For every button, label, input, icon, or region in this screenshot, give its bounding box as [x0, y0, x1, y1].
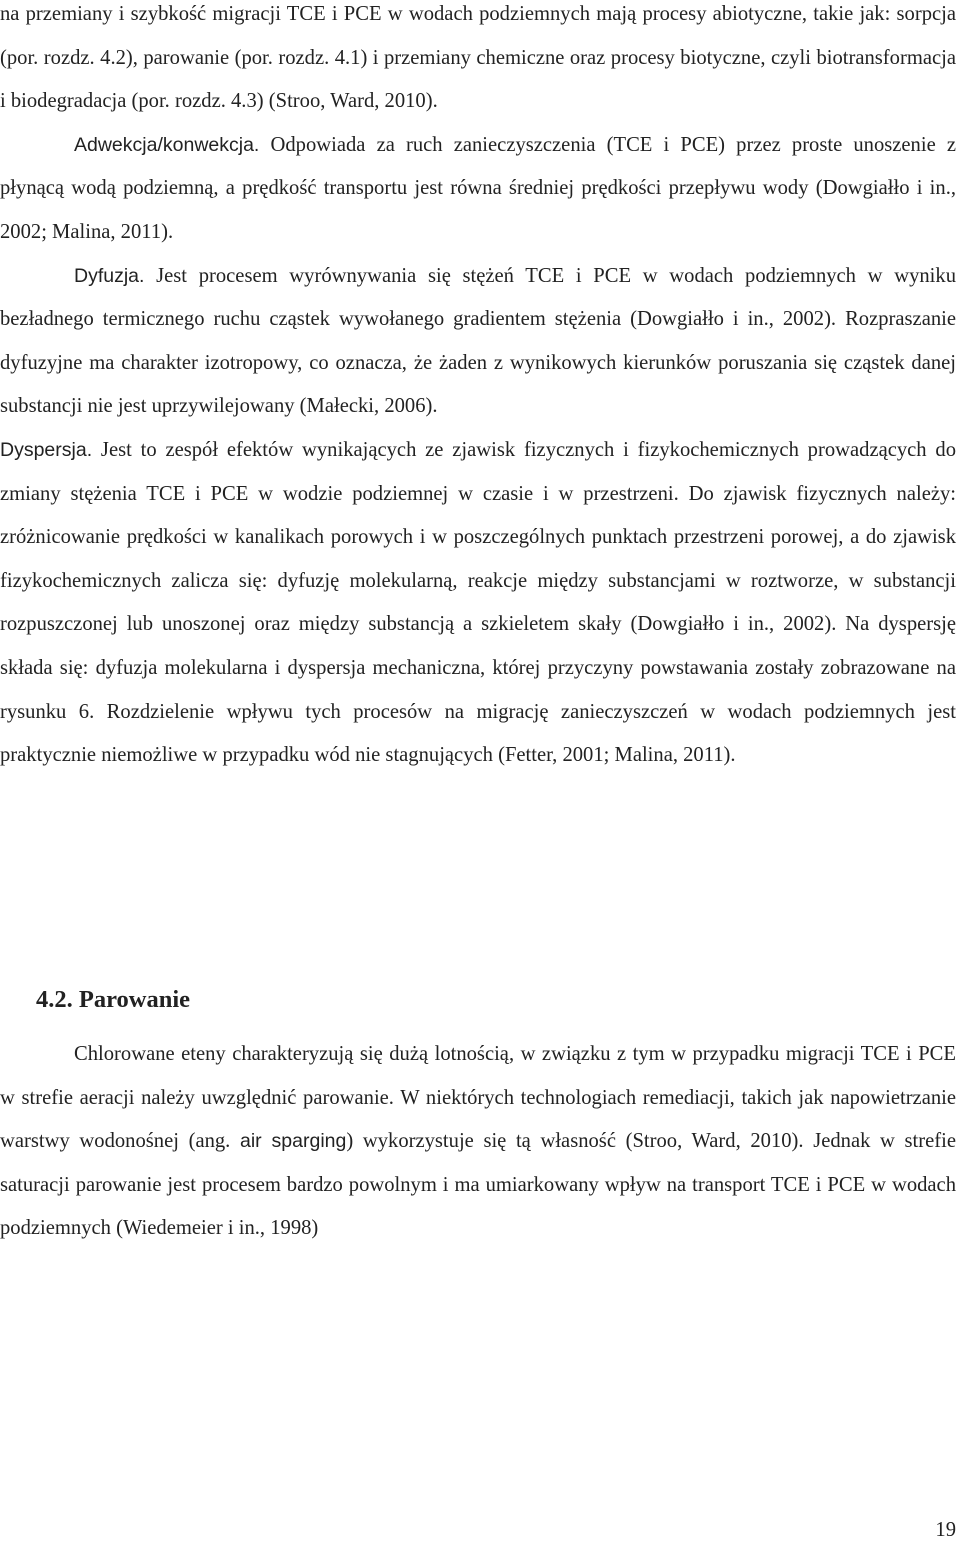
page-number: 19: [935, 1519, 956, 1541]
evaporation-paragraph: [0, 1033, 956, 1251]
diffusion-paragraph: [0, 255, 956, 429]
advection-text: Odpowiada za ruch zanieczyszczenia (TCE i PCE) przez proste unoszenie z płynącą wodą podziemną, a prędkość transportu jest równa średniej prędkości przepływu wody (Dowgiałło i in., 2002; Malina, 2011).: [0, 133, 956, 243]
dispersion-text: Jest to zespół efektów wynikających ze zjawisk fizycznych i fizykochemicznych prowadzących do zmiany stężenia TCE i PCE w wodzie podziemnej w czasie i w przestrzeni. Do zjawisk fizycznych należy: zróżnicowanie prędkości w kanalikach porowych i w poszczególnych punktach przestrzeni porowej, a do zjawisk fizykochemicznych zalicza się: dyfuzję molekularną, reakcje między substancjami w roztworze, w substancji rozpuszczonej lub unoszonej oraz między substancją a szkieletem skały (Dowgiałło i in., 2002). Na dyspersję składa się: dyfuzja molekularna i dyspersja mechaniczna, której przyczyny powstawania zostały zobrazowane na rysunku 6. Rozdzielenie wpływu tych procesów na migrację zanieczyszczeń w wodach podziemnych jest praktycznie niemożliwe w przypadku wód nie stagnujących (Fetter, 2001; Malina, 2011).: [0, 438, 956, 767]
advection-paragraph: [0, 124, 956, 255]
evaporation-text-after: ) wykorzystuje się tą własność (Stroo, Ward, 2010). Jednak w strefie saturacji parowanie jest procesem bardzo powolnym i ma umiarkowany wpływ na transport TCE i PCE w wodach podziemnych (Wiedemeier i in., 1998): [0, 1130, 956, 1240]
diffusion-term: Dyfuzja.: [74, 264, 145, 287]
intro-paragraph: na przemiany i szybkość migracji TCE i PCE w wodach podziemnych mają procesy abiotyczne, takie jak: sorpcja (por. rozdz. 4.2), parowanie (por. rozdz. 4.1) i przemiany chemiczne oraz procesy biotyczne, czyli biotransformacja i biodegradacja (por. rozdz. 4.3) (Stroo, Ward, 2010).: [0, 3, 956, 113]
diffusion-text: Jest procesem wyrównywania się stężeń TCE i PCE w wodach podziemnych w wyniku bezładnego termicznego ruchu cząstek wywołanego gradientem stężenia (Dowgiałło i in., 2002). Rozpraszanie dyfuzyjne ma charakter izotropowy, co oznacza, że żaden z wynikowych kierunków poruszania się cząstek danej substancji nie jest uprzywilejowany (Małecki, 2006).: [0, 264, 956, 418]
section-heading: 4.2. Parowanie: [36, 986, 191, 1013]
section-body: [0, 1033, 956, 1251]
english-term: air sparging: [239, 1130, 347, 1153]
dispersion-paragraph: [0, 429, 956, 778]
evaporation-text-before: Chlorowane eteny charakteryzują się dużą lotnością, w związku z tym w przypadku migracji TCE i PCE w strefie aeracji należy uwzględnić parowanie. W niektórych technologiach remediacji, takich jak napowietrzanie warstwy wodonośnej (ang.: [0, 1043, 956, 1153]
dispersion-term: Dyspersja.: [0, 438, 93, 461]
advection-term: Adwekcja/konwekcja.: [74, 133, 260, 156]
